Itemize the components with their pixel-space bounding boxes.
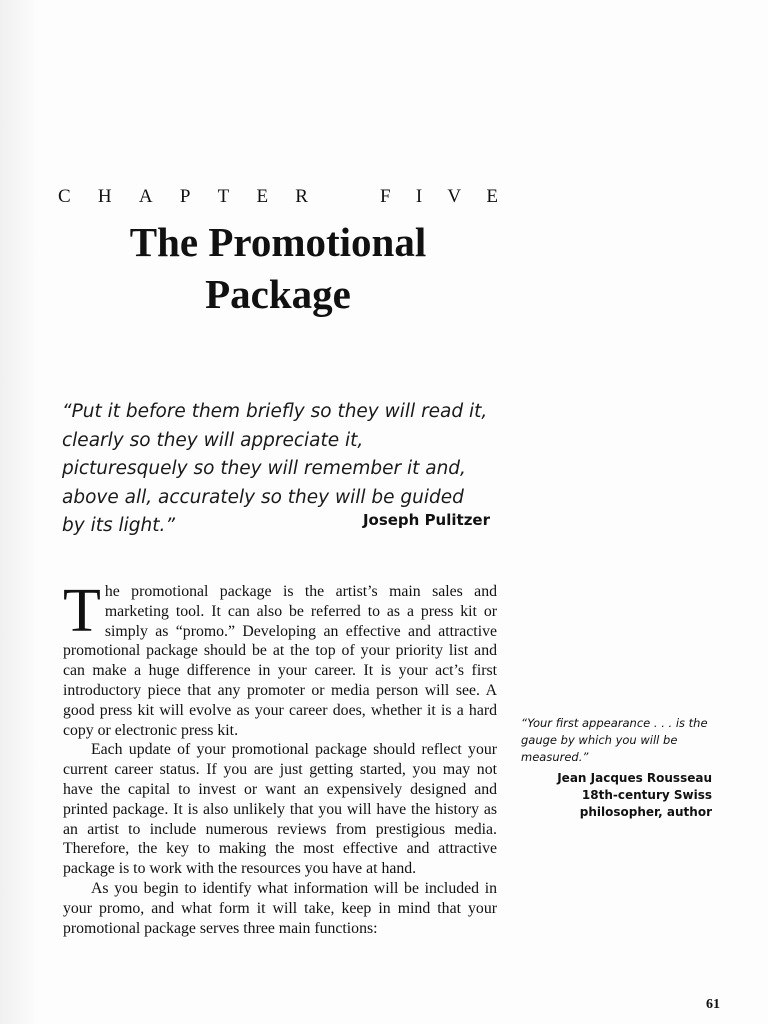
body-text — [63, 577, 497, 938]
body-paragraph — [63, 577, 497, 740]
chapter-label-letter: I — [415, 186, 423, 207]
body-paragraph: Each update of your promotional package should reflect your current career status. If you are just getting started, you may not have the capital to invest or want an expensively designed and printed package. It is also unlikely that you will have the history as an artist to include numerous reviews from prestigious media. Therefore, the key to making the most effective and attractive package is to work with the resources you have at hand. — [63, 741, 497, 878]
chapter-title-line: The Promotional — [129, 219, 427, 265]
sidebar-author: Jean Jacques Rousseau — [557, 771, 712, 785]
chapter-label-word — [58, 186, 308, 208]
chapter-label-letter: A — [138, 186, 153, 207]
chapter-label-letter: T — [217, 186, 230, 207]
chapter-label-letter: P — [179, 186, 191, 207]
chapter-label — [58, 186, 498, 208]
drop-cap: T — [63, 577, 101, 645]
paragraph-text: he promotional package is the artist’s main sales and marketing tool. It can also be referred to as a press kit or simply as “promo.” Developing an effective and attractive promotional package should be at the top of your priority list and can make a huge difference in your career. It is your act’s first introductory piece that any promoter or media person will see. A good press kit will evolve as your career does, whether it is a hard copy or electronic press kit. — [63, 583, 497, 739]
sidebar-descriptor: philosopher, author — [579, 805, 712, 819]
page-number: 61 — [706, 997, 720, 1012]
chapter-label-letter: V — [447, 186, 462, 207]
chapter-title-line: Package — [205, 271, 351, 317]
chapter-label-letter: E — [486, 186, 498, 207]
epigraph-quote: “Put it before them briefly so they will read it, clearly so they will appreciate it, picturesquely so they will remember it and, above all, accurately so they will be guided by its light.” — [62, 401, 488, 536]
chapter-number-word — [380, 186, 498, 208]
sidebar-descriptor: 18th-century Swiss — [581, 788, 712, 802]
chapter-label-letter: C — [58, 186, 71, 207]
chapter-title — [58, 216, 498, 320]
chapter-label-letter: H — [97, 186, 112, 207]
sidebar-quote: “Your first appearance . . . is the gauge by which you will be measured.” — [521, 716, 708, 764]
chapter-label-letter: E — [256, 186, 269, 207]
chapter-label-letter: R — [295, 186, 308, 207]
chapter-label-letter: F — [380, 186, 391, 207]
body-paragraph: As you begin to identify what information will be included in your promo, and what form it will take, keep in mind that your promotional package serves three main functions: — [63, 879, 497, 937]
page-edge-shadow — [0, 0, 40, 1024]
sidebar-credit — [520, 770, 712, 821]
epigraph-author: Joseph Pulitzer — [362, 511, 490, 529]
